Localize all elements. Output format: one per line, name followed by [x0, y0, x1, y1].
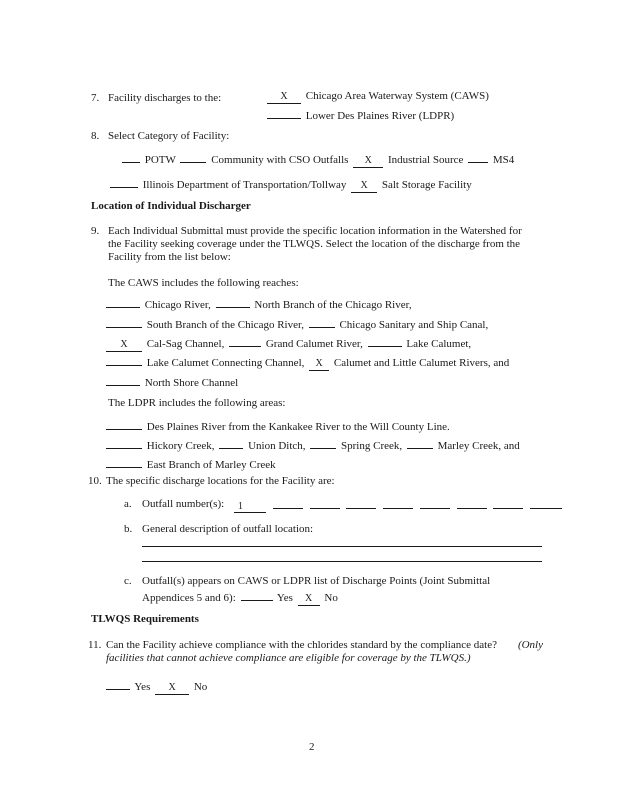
q7-label: Facility discharges to the:: [108, 92, 222, 104]
q8-ms4-label: MS4: [492, 154, 515, 166]
q10a-outfall-field-1[interactable]: 1: [234, 502, 266, 513]
q9-caws-row-5: [104, 374, 238, 389]
q8-industrial-label: Industrial Source: [387, 154, 464, 166]
q11-answer-row: [104, 678, 207, 695]
q10c-no-label: No: [324, 592, 338, 604]
q8-idot-label: Illinois Department of Transportation/Tollway: [142, 179, 347, 191]
q10a-outfall-field-7[interactable]: [457, 497, 487, 509]
q11-no-checkbox[interactable]: X: [155, 683, 189, 695]
q10a-outfall-field-6[interactable]: [420, 497, 450, 509]
q9-ldpr-intro: The LDPR includes the following areas:: [108, 397, 286, 409]
q10c-no-checkbox[interactable]: X: [298, 594, 320, 606]
q9-des-plaines-label: Des Plaines River from the Kankakee River to the Will County Line.: [146, 421, 450, 433]
q9-cal-sag-checkbox[interactable]: X: [106, 340, 142, 352]
q9-lake-calumet-channel-checkbox[interactable]: [106, 354, 142, 366]
q8-salt-checkbox[interactable]: X: [351, 181, 377, 193]
q9-north-shore-checkbox[interactable]: [106, 374, 140, 386]
location-heading: Location of Individual Discharger: [91, 200, 251, 212]
q9-line-2: the Facility seeking coverage under the TLWQS. Select the location of the discharge from the: [108, 238, 521, 250]
q10a-outfall-field-4[interactable]: [346, 497, 376, 509]
q10b-letter: b.: [124, 523, 133, 535]
q11-no-label: No: [193, 681, 208, 693]
q10a-outfall-fields: [232, 497, 564, 513]
q11-line-1: [106, 640, 543, 651]
q9-union-checkbox[interactable]: [219, 437, 243, 449]
q8-row-2: [108, 176, 472, 193]
q9-hickory-checkbox[interactable]: [106, 437, 142, 449]
q9-caws-row-3: [104, 335, 471, 352]
q9-line-3: Facility from the list below:: [108, 251, 231, 263]
q8-salt-label: Salt Storage Facility: [381, 179, 472, 191]
q11-number: 11.: [88, 639, 102, 651]
q10c-yes-label: Yes: [276, 592, 293, 604]
q7-caws-label: Chicago Area Waterway System (CAWS): [305, 90, 489, 102]
q10a-outfall-field-2[interactable]: [273, 497, 303, 509]
q9-marley-checkbox[interactable]: [407, 437, 433, 449]
q9-line-1: Each Individual Submittal must provide the specific location information in the Watershed for: [108, 225, 522, 237]
q9-chicago-river-label: Chicago River,: [144, 299, 211, 311]
q9-south-branch-checkbox[interactable]: [106, 316, 142, 328]
q7-ldpr-row: [265, 107, 454, 122]
q10c-line-2: [142, 589, 338, 606]
q9-spring-label: Spring Creek,: [341, 440, 403, 452]
q8-label: Select Category of Facility:: [108, 130, 230, 142]
q11-yes-checkbox[interactable]: [106, 678, 130, 690]
q10b-description-line-1[interactable]: [142, 546, 542, 547]
q9-number: 9.: [91, 225, 100, 237]
q9-lake-calumet-checkbox[interactable]: [368, 335, 402, 347]
q9-chicago-river-checkbox[interactable]: [106, 296, 140, 308]
q11-line-1-italic: (Only: [517, 639, 543, 651]
q9-north-branch-checkbox[interactable]: [216, 296, 250, 308]
q10c-yes-checkbox[interactable]: [241, 589, 273, 601]
q7-ldpr-checkbox[interactable]: [267, 107, 301, 119]
q9-des-plaines-checkbox[interactable]: [106, 418, 142, 430]
q9-hickory-label: Hickory Creek,: [146, 440, 215, 452]
q8-row-1: [120, 151, 514, 168]
q10c-line-2-text: Appendices 5 and 6):: [142, 592, 236, 604]
q8-potw-checkbox[interactable]: [122, 151, 140, 163]
q10-label: The specific discharge locations for the Facility are:: [106, 475, 335, 487]
q10a-outfall-field-5[interactable]: [383, 497, 413, 509]
q9-caws-intro: The CAWS includes the following reaches:: [108, 277, 299, 289]
q9-lake-calumet-label: Lake Calumet,: [406, 338, 472, 350]
q7-caws-row: [265, 91, 489, 104]
q9-ldpr-row-2: [104, 437, 520, 452]
q10a-outfall-field-9[interactable]: [530, 497, 562, 509]
q10a-outfall-field-3[interactable]: [310, 497, 340, 509]
q9-sanitary-canal-checkbox[interactable]: [309, 316, 335, 328]
q8-number: 8.: [91, 130, 100, 142]
q9-east-marley-checkbox[interactable]: [106, 456, 142, 468]
q10-number: 10.: [88, 475, 102, 487]
q10a-outfall-field-8[interactable]: [493, 497, 523, 509]
q9-sanitary-canal-label: Chicago Sanitary and Ship Canal,: [339, 319, 489, 331]
q10a-label: Outfall number(s):: [142, 498, 225, 510]
q10c-line-1: Outfall(s) appears on CAWS or LDPR list of Discharge Points (Joint Submittal: [142, 575, 491, 587]
q11-line-2: facilities that cannot achieve compliance are eligible for coverage by the TLWQS.): [106, 652, 471, 664]
q9-marley-label: Marley Creek, and: [437, 440, 520, 452]
q8-cso-label: Community with CSO Outfalls: [211, 154, 349, 166]
q10a-letter: a.: [124, 498, 132, 510]
q9-north-shore-label: North Shore Channel: [144, 377, 239, 389]
q9-grand-calumet-label: Grand Calumet River,: [265, 338, 363, 350]
q10c-letter: c.: [124, 575, 132, 587]
q9-spring-checkbox[interactable]: [310, 437, 336, 449]
q11-line-1-text: Can the Facility achieve compliance with the chlorides standard by the compliance date?: [106, 639, 497, 651]
q9-caws-row-1: [104, 296, 412, 311]
page-number: 2: [309, 741, 315, 753]
q8-ms4-checkbox[interactable]: [468, 151, 488, 163]
q7-ldpr-label: Lower Des Plaines River (LDPR): [305, 110, 455, 122]
q9-caws-row-2: [104, 316, 488, 331]
q8-industrial-checkbox[interactable]: X: [353, 156, 383, 168]
q9-east-marley-label: East Branch of Marley Creek: [146, 459, 276, 471]
q9-cal-sag-label: Cal-Sag Channel,: [146, 338, 225, 350]
q9-caws-row-4: [104, 354, 509, 371]
q7-number: 7.: [91, 92, 100, 104]
q10b-label: General description of outfall location:: [142, 523, 314, 535]
q10b-description-line-2[interactable]: [142, 561, 542, 562]
q7-caws-checkbox[interactable]: X: [267, 92, 301, 104]
q8-potw-label: POTW: [144, 154, 176, 166]
q8-cso-checkbox[interactable]: [180, 151, 206, 163]
tlwqs-heading: TLWQS Requirements: [91, 613, 199, 625]
q9-ldpr-row-3: [104, 456, 276, 471]
q9-calumet-rivers-checkbox[interactable]: X: [309, 359, 329, 371]
q9-south-branch-label: South Branch of the Chicago River,: [146, 319, 304, 331]
q11-yes-label: Yes: [134, 681, 151, 693]
q9-lake-calumet-channel-label: Lake Calumet Connecting Channel,: [146, 357, 305, 369]
q9-calumet-rivers-label: Calumet and Little Calumet Rivers, and: [333, 357, 510, 369]
q9-grand-calumet-checkbox[interactable]: [229, 335, 261, 347]
q9-north-branch-label: North Branch of the Chicago River,: [254, 299, 412, 311]
q8-idot-checkbox[interactable]: [110, 176, 138, 188]
q9-ldpr-row-1: [104, 418, 450, 433]
q9-union-label: Union Ditch,: [248, 440, 306, 452]
